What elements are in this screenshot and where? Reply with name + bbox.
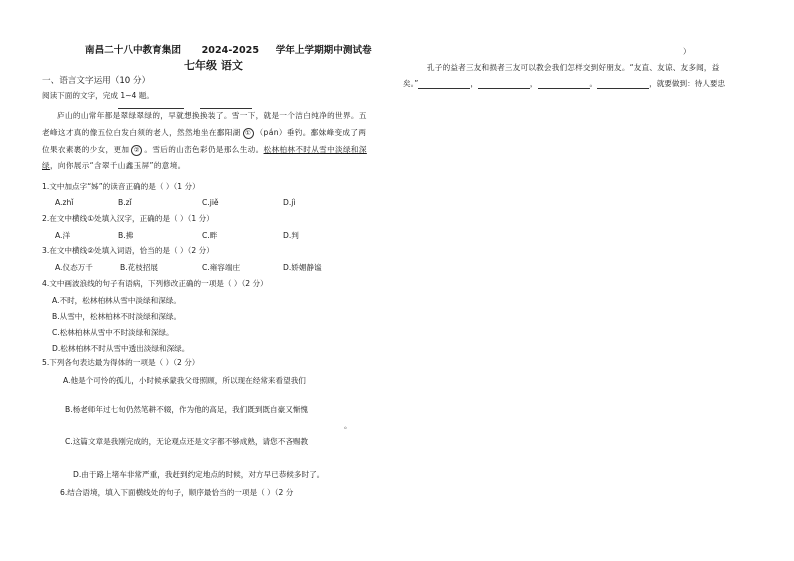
question-1-stem: 1.文中加点字“姊”的读音正确的是（ ）（1 分）	[42, 182, 200, 191]
question-3-option-d[interactable]: D.娇媚静谧	[283, 263, 322, 272]
passage-line-1: 庐山的山常年都是翠绿翠绿的，早就想换换装了。雪一下，就是一个洁白纯净的世界。五	[57, 111, 367, 120]
question-5-option-a[interactable]: A.他是个可怜的孤儿，小时候承蒙我父母照顾，所以现在经常来看望我们	[63, 376, 306, 385]
school-year: 2024-2025	[201, 45, 260, 56]
blank-1-marker: ①	[243, 128, 254, 139]
question-2-option-a[interactable]: A.洋	[55, 231, 71, 240]
question-2-option-d[interactable]: D.判	[283, 231, 299, 240]
question-5-option-b[interactable]: B.杨老师年过七旬仍然笔耕不辍，作为他的高足，我们既到既自豪又惭愧	[65, 405, 309, 414]
question-2-option-c[interactable]: C.畔	[202, 231, 218, 240]
question-1-option-b[interactable]: B.zǐ	[118, 198, 132, 207]
question-6-stem: 6.结合语境，填入下面横线处的句子，顺序最恰当的一项是（ ）（2 分	[60, 488, 294, 497]
question-1-option-a[interactable]: A.zhǐ	[55, 198, 74, 207]
answer-line-3[interactable]	[538, 88, 590, 89]
section-heading: 一、语言文字运用（10 分）	[42, 76, 151, 86]
answer-line-4[interactable]	[597, 88, 649, 89]
header-title	[85, 42, 372, 56]
question-2-stem: 2.在文中横线①处填入汉字，正确的是（ ）（1 分）	[42, 214, 214, 223]
answer-line-2[interactable]	[478, 88, 530, 89]
question-4-option-d[interactable]: D.松林柏林不时从雪中透出淡绿和深绿。	[52, 344, 190, 353]
question-5-stem: 5.下列各句表达最为得体的一项是（ ）（2 分）	[42, 358, 200, 367]
question-3-option-c[interactable]: C.雍容端庄	[202, 263, 241, 272]
passage-line-4: 绿，向你展示“含翠千山鑫玉屏”的意境。	[42, 161, 186, 170]
passage-line-2: 老峰这才真的像五位白发白须的老人，然然地坐在鄱阳湖 ① （pán）垂钓。鄱妹峰变成了两	[42, 128, 367, 137]
blank-1-pinyin: （pán）	[255, 128, 287, 137]
question-5-option-c[interactable]: C.这篇文章是我刚完成的，无论观点还是文字都不够成熟，请您不吝赐教	[65, 437, 309, 446]
section-instruction: 阅读下面的文字，完成 1~4 题。	[42, 91, 154, 100]
right-line-1: 孔子的益者三友和损者三友可以教会我们怎样交到好朋友。“友直、友谅、友多闻，益	[427, 63, 720, 72]
grade-subject: 七年级 语文	[184, 59, 243, 72]
question-2-option-b[interactable]: B.拂	[118, 231, 134, 240]
question-1-option-d[interactable]: D.jì	[283, 198, 296, 207]
right-line-2: 矣。” ， ， 。 ，就要做到：待人要忠	[403, 79, 726, 88]
question-3-stem: 3.在文中横线②处填入词语，恰当的是（ ）（2 分）	[42, 246, 214, 255]
question-4-option-b[interactable]: B.从雪中，松林柏林不时淡绿和深绿。	[52, 312, 182, 321]
right-paren: ）	[683, 47, 691, 56]
answer-line-1[interactable]	[418, 88, 470, 89]
school-name: 南昌二十八中教育集团	[85, 45, 181, 56]
wavy-sentence: 松林柏林不时从雪中淡绿和深	[263, 145, 367, 154]
question-4-stem: 4.文中画波浪线的句子有语病，下列修改正确的一项是（ ）（2 分）	[42, 279, 268, 288]
blank-2-marker: ②	[131, 145, 142, 156]
question-1-option-c[interactable]: C.jiě	[202, 198, 219, 207]
passage-line-3: 位果衣素裹的少女，更加 ② 。雪后的山峦色彩仍是那么生动。松林柏林不时从雪中淡绿和深	[42, 145, 367, 154]
question-4-option-a[interactable]: A.不时，松林柏林从雪中淡绿和深绿。	[52, 296, 181, 305]
question-5-end-mark: 。	[344, 421, 352, 430]
question-4-option-c[interactable]: C.松林柏林从雪中不时淡绿和深绿。	[52, 328, 174, 337]
class-blank-line	[200, 90, 252, 109]
exam-name: 学年上学期期中测试卷	[275, 45, 372, 56]
question-3-option-a[interactable]: A.仪态万千	[55, 263, 93, 272]
question-5-option-d[interactable]: D.由于路上堵车非常严重，我赶到约定地点的时候，对方早已恭候多时了。	[73, 470, 325, 479]
question-3-option-b[interactable]: B.花枝招展	[120, 263, 158, 272]
